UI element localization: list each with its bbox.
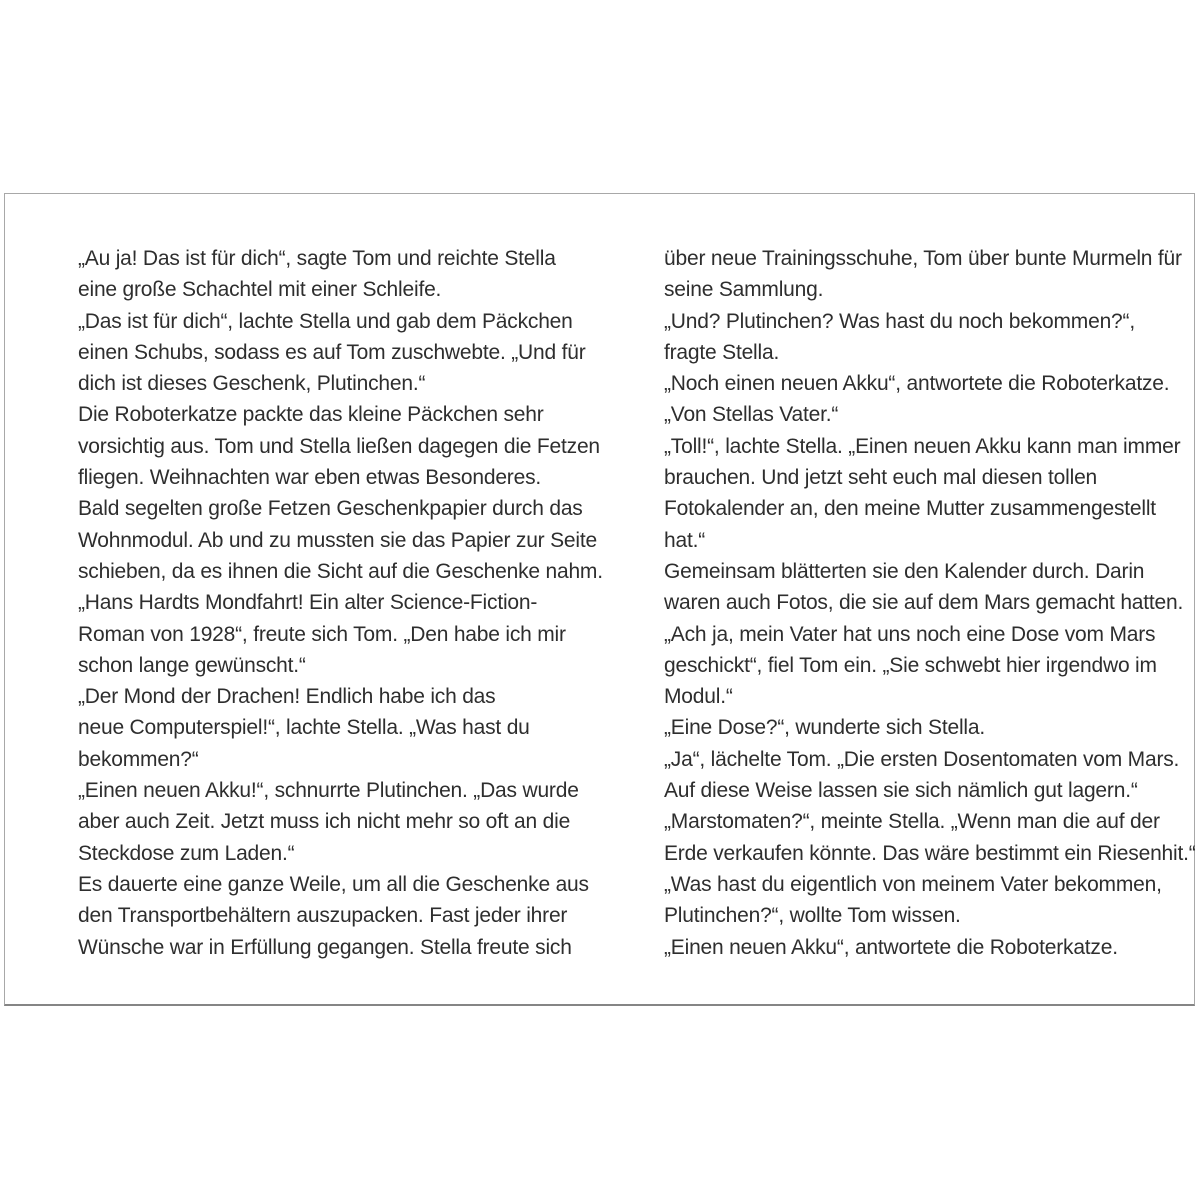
story-text-line: vorsichtig aus. Tom und Stella ließen dagegen die Fetzen [78, 434, 600, 458]
story-text-line: „Und? Plutinchen? Was hast du noch bekommen?“, [664, 309, 1135, 333]
story-text-line: Die Roboterkatze packte das kleine Päckchen sehr [78, 403, 544, 427]
story-text-line: Wohnmodul. Ab und zu mussten sie das Papier zur Seite [78, 528, 597, 552]
story-text-line: bekommen?“ [78, 747, 199, 771]
story-text-line: schieben, da es ihnen die Sicht auf die Geschenke nahm. [78, 559, 603, 583]
story-text-line: Bald segelten große Fetzen Geschenkpapier durch das [78, 497, 583, 521]
story-text-line: „Das ist für dich“, lachte Stella und gab dem Päckchen [78, 309, 573, 333]
story-text-line: Roman von 1928“, freute sich Tom. „Den habe ich mir [78, 622, 566, 646]
story-text-line: „Eine Dose?“, wunderte sich Stella. [664, 716, 985, 740]
story-text-line: Modul.“ [664, 685, 733, 709]
story-text-line: „Ja“, lächelte Tom. „Die ersten Dosentomaten vom Mars. [664, 747, 1180, 771]
story-text-line: schon lange gewünscht.“ [78, 653, 306, 677]
story-text-line: „Hans Hardts Mondfahrt! Ein alter Science-Fiction- [78, 591, 538, 615]
story-text-line: „Toll!“, lachte Stella. „Einen neuen Akku kann man immer [664, 434, 1181, 458]
story-text-line: „Was hast du eigentlich von meinem Vater bekommen, [664, 872, 1162, 896]
story-text-line: „Ach ja, mein Vater hat uns noch eine Dose vom Mars [664, 622, 1156, 646]
story-text-line: Auf diese Weise lassen sie sich nämlich gut lagern.“ [664, 779, 1138, 803]
story-text-line: den Transportbehältern auszupacken. Fast jeder ihrer [78, 904, 568, 928]
story-text-line: Gemeinsam blätterten sie den Kalender durch. Darin [664, 559, 1145, 583]
story-text-line: brauchen. Und jetzt seht euch mal diesen tollen [664, 466, 1098, 490]
story-text-line: fliegen. Weihnachten war eben etwas Besonderes. [78, 466, 542, 490]
story-text-line: fragte Stella. [664, 340, 780, 364]
story-text-line: Steckdose zum Laden.“ [78, 841, 295, 865]
story-text-line: Fotokalender an, den meine Mutter zusammengestellt [664, 497, 1156, 521]
text-column-right [664, 243, 1196, 963]
book-page [4, 193, 1195, 1006]
story-text-line: seine Sammlung. [664, 278, 824, 302]
story-text-line: „Der Mond der Drachen! Endlich habe ich das [78, 685, 496, 709]
story-text-line: eine große Schachtel mit einer Schleife. [78, 278, 442, 302]
story-text-line: aber auch Zeit. Jetzt muss ich nicht mehr so oft an die [78, 810, 571, 834]
story-text-line: einen Schubs, sodass es auf Tom zuschwebte. „Und für [78, 340, 586, 364]
story-text-line: Plutinchen?“, wollte Tom wissen. [664, 904, 961, 928]
story-text-line: „Einen neuen Akku!“, schnurrte Plutinchen. „Das wurde [78, 779, 579, 803]
story-text-line: Wünsche war in Erfüllung gegangen. Stella freute sich [78, 935, 572, 959]
story-text-line: dich ist dieses Geschenk, Plutinchen.“ [78, 372, 426, 396]
story-text-line: neue Computerspiel!“, lachte Stella. „Was hast du [78, 716, 530, 740]
story-text-line: über neue Trainingsschuhe, Tom über bunte Murmeln für [664, 247, 1182, 270]
story-text-line: waren auch Fotos, die sie auf dem Mars gemacht hatten. [664, 591, 1184, 615]
story-text-line: Erde verkaufen könnte. Das wäre bestimmt ein Riesenhit.“ [664, 841, 1196, 865]
story-text-line: geschickt“, fiel Tom ein. „Sie schwebt hier irgendwo im [664, 653, 1157, 677]
text-column-left [78, 243, 603, 963]
story-text-line: hat.“ [664, 528, 706, 552]
story-text-line: Es dauerte eine ganze Weile, um all die Geschenke aus [78, 872, 589, 896]
story-text-line: „Einen neuen Akku“, antwortete die Roboterkatze. [664, 935, 1118, 959]
story-text-line: „Marstomaten?“, meinte Stella. „Wenn man die auf der [664, 810, 1160, 834]
story-text-line: „Noch einen neuen Akku“, antwortete die Roboterkatze. [664, 372, 1170, 396]
story-text-line: „Von Stellas Vater.“ [664, 403, 839, 427]
story-text-line: „Au ja! Das ist für dich“, sagte Tom und reichte Stella [78, 247, 556, 270]
